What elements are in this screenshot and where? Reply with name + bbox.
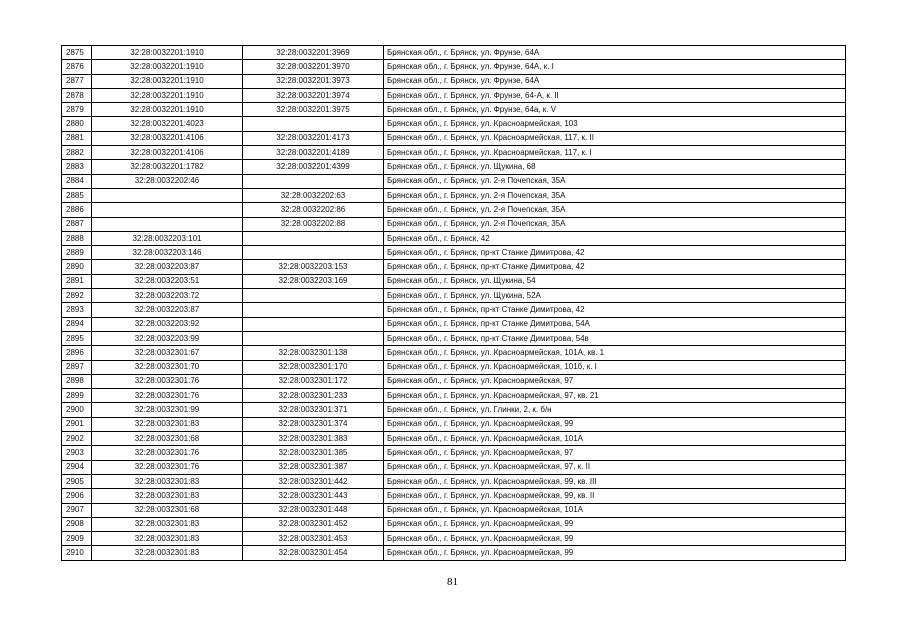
cadastral-number-cell — [243, 174, 384, 188]
cadastral-number-cell: 32:28:0032301:453 — [243, 532, 384, 546]
table-row — [62, 74, 846, 88]
cadastral-number-cell: 32:28:0032301:452 — [243, 517, 384, 531]
table-row — [62, 532, 846, 546]
parent-cadastral-number-cell: 32:28:0032203:92 — [92, 317, 243, 331]
cadastral-number-cell: 32:28:0032301:371 — [243, 403, 384, 417]
table-row — [62, 331, 846, 345]
cadastral-number-cell: 32:28:0032203:153 — [243, 260, 384, 274]
address-cell: Брянская обл., г. Брянск, ул. Красноармейская, 99 — [384, 546, 846, 560]
table-row — [62, 460, 846, 474]
address-cell: Брянская обл., г. Брянск, ул. Красноармейская, 99 — [384, 517, 846, 531]
table-body — [62, 46, 846, 561]
page-number: 81 — [447, 576, 458, 588]
parent-cadastral-number-cell: 32:28:0032203:146 — [92, 246, 243, 260]
row-number-cell: 2891 — [62, 274, 92, 288]
parent-cadastral-number-cell: 32:28:0032203:51 — [92, 274, 243, 288]
address-cell: Брянская обл., г. Брянск, ул. Красноармейская, 101А — [384, 432, 846, 446]
cadastral-number-cell — [243, 317, 384, 331]
parent-cadastral-number-cell: 32:28:0032203:72 — [92, 289, 243, 303]
table-row — [62, 46, 846, 60]
address-cell: Брянская обл., г. Брянск, ул. Щукина, 68 — [384, 160, 846, 174]
cadastral-number-cell: 32:28:0032201:4173 — [243, 131, 384, 145]
table-row — [62, 103, 846, 117]
row-number-cell: 2907 — [62, 503, 92, 517]
address-cell: Брянская обл., г. Брянск, ул. Красноармейская, 117, к. I — [384, 146, 846, 160]
address-cell: Брянская обл., г. Брянск, ул. Щукина, 52А — [384, 289, 846, 303]
row-number-cell: 2910 — [62, 546, 92, 560]
parent-cadastral-number-cell: 32:28:0032301:83 — [92, 474, 243, 488]
address-cell: Брянская обл., г. Брянск, ул. 2-я Почепская, 35А — [384, 188, 846, 202]
cadastral-number-cell — [243, 289, 384, 303]
row-number-cell: 2881 — [62, 131, 92, 145]
row-number-cell: 2885 — [62, 188, 92, 202]
table-row — [62, 489, 846, 503]
table-row — [62, 546, 846, 560]
address-cell: Брянская обл., г. Брянск, ул. 2-я Почепская, 35А — [384, 203, 846, 217]
property-table — [61, 45, 846, 561]
address-cell: Брянская обл., г. Брянск, ул. Красноармейская, 117, к. II — [384, 131, 846, 145]
table-row — [62, 417, 846, 431]
cadastral-number-cell: 32:28:0032201:3975 — [243, 103, 384, 117]
row-number-cell: 2906 — [62, 489, 92, 503]
parent-cadastral-number-cell: 32:28:0032201:1910 — [92, 46, 243, 60]
address-cell: Брянская обл., г. Брянск, ул. Глинки, 2, к. б/н — [384, 403, 846, 417]
parent-cadastral-number-cell: 32:28:0032203:87 — [92, 303, 243, 317]
parent-cadastral-number-cell: 32:28:0032201:4106 — [92, 146, 243, 160]
cadastral-number-cell: 32:28:0032202:86 — [243, 203, 384, 217]
parent-cadastral-number-cell: 32:28:0032301:83 — [92, 532, 243, 546]
cadastral-number-cell: 32:28:0032301:448 — [243, 503, 384, 517]
table-row — [62, 432, 846, 446]
cadastral-number-cell — [243, 303, 384, 317]
row-number-cell: 2879 — [62, 103, 92, 117]
cadastral-number-cell — [243, 231, 384, 245]
cadastral-number-cell — [243, 246, 384, 260]
address-cell: Брянская обл., г. Брянск, ул. Фрунзе, 64А — [384, 74, 846, 88]
table-row — [62, 117, 846, 131]
table-row — [62, 474, 846, 488]
cadastral-number-cell: 32:28:0032201:4189 — [243, 146, 384, 160]
parent-cadastral-number-cell: 32:28:0032301:67 — [92, 346, 243, 360]
table-row — [62, 374, 846, 388]
row-number-cell: 2876 — [62, 60, 92, 74]
parent-cadastral-number-cell: 32:28:0032201:1910 — [92, 74, 243, 88]
address-cell: Брянская обл., г. Брянск, 42 — [384, 231, 846, 245]
parent-cadastral-number-cell: 32:28:0032301:83 — [92, 517, 243, 531]
cadastral-number-cell: 32:28:0032201:3969 — [243, 46, 384, 60]
cadastral-number-cell: 32:28:0032301:387 — [243, 460, 384, 474]
cadastral-number-cell: 32:28:0032301:443 — [243, 489, 384, 503]
row-number-cell: 2888 — [62, 231, 92, 245]
row-number-cell: 2890 — [62, 260, 92, 274]
table-row — [62, 317, 846, 331]
address-cell: Брянская обл., г. Брянск, ул. Щукина, 54 — [384, 274, 846, 288]
address-cell: Брянская обл., г. Брянск, ул. 2-я Почепская, 35А — [384, 217, 846, 231]
address-cell: Брянская обл., г. Брянск, ул. 2-я Почепская, 35А — [384, 174, 846, 188]
table-row — [62, 274, 846, 288]
address-cell: Брянская обл., г. Брянск, ул. Красноармейская, 99, кв. III — [384, 474, 846, 488]
table-row — [62, 346, 846, 360]
table-row — [62, 131, 846, 145]
row-number-cell: 2893 — [62, 303, 92, 317]
table-row — [62, 289, 846, 303]
cadastral-number-cell — [243, 117, 384, 131]
row-number-cell: 2897 — [62, 360, 92, 374]
cadastral-number-cell: 32:28:0032301:454 — [243, 546, 384, 560]
row-number-cell: 2900 — [62, 403, 92, 417]
address-cell: Брянская обл., г. Брянск, ул. Красноармейская, 97, к. II — [384, 460, 846, 474]
parent-cadastral-number-cell: 32:28:0032301:83 — [92, 546, 243, 560]
parent-cadastral-number-cell: 32:28:0032203:99 — [92, 331, 243, 345]
cadastral-number-cell: 32:28:0032201:3973 — [243, 74, 384, 88]
table-row — [62, 260, 846, 274]
row-number-cell: 2901 — [62, 417, 92, 431]
cadastral-number-cell: 32:28:0032202:63 — [243, 188, 384, 202]
table-row — [62, 389, 846, 403]
parent-cadastral-number-cell: 32:28:0032301:76 — [92, 460, 243, 474]
address-cell: Брянская обл., г. Брянск, ул. Красноармейская, 97 — [384, 446, 846, 460]
row-number-cell: 2894 — [62, 317, 92, 331]
row-number-cell: 2899 — [62, 389, 92, 403]
row-number-cell: 2909 — [62, 532, 92, 546]
parent-cadastral-number-cell: 32:28:0032301:99 — [92, 403, 243, 417]
address-cell: Брянская обл., г. Брянск, ул. Красноармейская, 101А — [384, 503, 846, 517]
row-number-cell: 2880 — [62, 117, 92, 131]
table-row — [62, 403, 846, 417]
address-cell: Брянская обл., г. Брянск, ул. Фрунзе, 64А — [384, 46, 846, 60]
cadastral-number-cell: 32:28:0032201:3974 — [243, 88, 384, 102]
table-row — [62, 188, 846, 202]
address-cell: Брянская обл., г. Брянск, ул. Красноармейская, 99 — [384, 532, 846, 546]
address-cell: Брянская обл., г. Брянск, ул. Красноармейская, 99 — [384, 417, 846, 431]
table-row — [62, 360, 846, 374]
address-cell: Брянская обл., г. Брянск, ул. Красноармейская, 97, кв. 21 — [384, 389, 846, 403]
parent-cadastral-number-cell: 32:28:0032201:1910 — [92, 88, 243, 102]
parent-cadastral-number-cell: 32:28:0032201:4106 — [92, 131, 243, 145]
address-cell: Брянская обл., г. Брянск, пр-кт Станке Димитрова, 42 — [384, 246, 846, 260]
address-cell: Брянская обл., г. Брянск, ул. Фрунзе, 64а, к. V — [384, 103, 846, 117]
cadastral-number-cell: 32:28:0032301:385 — [243, 446, 384, 460]
row-number-cell: 2882 — [62, 146, 92, 160]
table-row — [62, 60, 846, 74]
address-cell: Брянская обл., г. Брянск, ул. Красноармейская, 101б, к. I — [384, 360, 846, 374]
parent-cadastral-number-cell: 32:28:0032301:68 — [92, 503, 243, 517]
row-number-cell: 2878 — [62, 88, 92, 102]
table-row — [62, 446, 846, 460]
table-row — [62, 517, 846, 531]
cadastral-number-cell: 32:28:0032301:138 — [243, 346, 384, 360]
address-cell: Брянская обл., г. Брянск, пр-кт Станке Димитрова, 54А — [384, 317, 846, 331]
row-number-cell: 2877 — [62, 74, 92, 88]
parent-cadastral-number-cell: 32:28:0032203:87 — [92, 260, 243, 274]
cadastral-number-cell: 32:28:0032201:3970 — [243, 60, 384, 74]
row-number-cell: 2892 — [62, 289, 92, 303]
row-number-cell: 2884 — [62, 174, 92, 188]
parent-cadastral-number-cell: 32:28:0032301:68 — [92, 432, 243, 446]
address-cell: Брянская обл., г. Брянск, ул. Красноармейская, 97 — [384, 374, 846, 388]
cadastral-number-cell: 32:28:0032301:383 — [243, 432, 384, 446]
table-row — [62, 246, 846, 260]
parent-cadastral-number-cell: 32:28:0032301:83 — [92, 489, 243, 503]
parent-cadastral-number-cell: 32:28:0032201:1910 — [92, 60, 243, 74]
row-number-cell: 2898 — [62, 374, 92, 388]
row-number-cell: 2895 — [62, 331, 92, 345]
parent-cadastral-number-cell: 32:28:0032301:70 — [92, 360, 243, 374]
parent-cadastral-number-cell — [92, 203, 243, 217]
table-row — [62, 146, 846, 160]
parent-cadastral-number-cell — [92, 188, 243, 202]
address-cell: Брянская обл., г. Брянск, ул. Фрунзе, 64-А, к. II — [384, 88, 846, 102]
row-number-cell: 2908 — [62, 517, 92, 531]
cadastral-number-cell: 32:28:0032203:169 — [243, 274, 384, 288]
address-cell: Брянская обл., г. Брянск, ул. Красноармейская, 101А, кв. 1 — [384, 346, 846, 360]
row-number-cell: 2902 — [62, 432, 92, 446]
cadastral-number-cell: 32:28:0032301:172 — [243, 374, 384, 388]
row-number-cell: 2886 — [62, 203, 92, 217]
address-cell: Брянская обл., г. Брянск, ул. Фрунзе, 64А, к. I — [384, 60, 846, 74]
row-number-cell: 2896 — [62, 346, 92, 360]
row-number-cell: 2903 — [62, 446, 92, 460]
parent-cadastral-number-cell: 32:28:0032201:1782 — [92, 160, 243, 174]
row-number-cell: 2875 — [62, 46, 92, 60]
address-cell: Брянская обл., г. Брянск, ул. Красноармейская, 103 — [384, 117, 846, 131]
parent-cadastral-number-cell: 32:28:0032301:83 — [92, 417, 243, 431]
parent-cadastral-number-cell: 32:28:0032202:46 — [92, 174, 243, 188]
table-row — [62, 88, 846, 102]
table-row — [62, 203, 846, 217]
cadastral-number-cell: 32:28:0032301:374 — [243, 417, 384, 431]
table-row — [62, 231, 846, 245]
parent-cadastral-number-cell: 32:28:0032301:76 — [92, 389, 243, 403]
row-number-cell: 2889 — [62, 246, 92, 260]
cadastral-number-cell: 32:28:0032301:442 — [243, 474, 384, 488]
parent-cadastral-number-cell: 32:28:0032301:76 — [92, 374, 243, 388]
cadastral-number-cell: 32:28:0032301:233 — [243, 389, 384, 403]
cadastral-number-cell: 32:28:0032202:88 — [243, 217, 384, 231]
parent-cadastral-number-cell — [92, 217, 243, 231]
cadastral-number-cell: 32:28:0032201:4399 — [243, 160, 384, 174]
address-cell: Брянская обл., г. Брянск, ул. Красноармейская, 99, кв. II — [384, 489, 846, 503]
address-cell: Брянская обл., г. Брянск, пр-кт Станке Димитрова, 54в — [384, 331, 846, 345]
parent-cadastral-number-cell: 32:28:0032201:4023 — [92, 117, 243, 131]
cadastral-number-cell: 32:28:0032301:170 — [243, 360, 384, 374]
table-row — [62, 217, 846, 231]
table-row — [62, 503, 846, 517]
address-cell: Брянская обл., г. Брянск, пр-кт Станке Димитрова, 42 — [384, 260, 846, 274]
row-number-cell: 2905 — [62, 474, 92, 488]
parent-cadastral-number-cell: 32:28:0032203:101 — [92, 231, 243, 245]
address-cell: Брянская обл., г. Брянск, пр-кт Станке Димитрова, 42 — [384, 303, 846, 317]
table-row — [62, 303, 846, 317]
parent-cadastral-number-cell: 32:28:0032201:1910 — [92, 103, 243, 117]
parent-cadastral-number-cell: 32:28:0032301:76 — [92, 446, 243, 460]
row-number-cell: 2887 — [62, 217, 92, 231]
table-row — [62, 174, 846, 188]
table-row — [62, 160, 846, 174]
row-number-cell: 2883 — [62, 160, 92, 174]
cadastral-number-cell — [243, 331, 384, 345]
row-number-cell: 2904 — [62, 460, 92, 474]
